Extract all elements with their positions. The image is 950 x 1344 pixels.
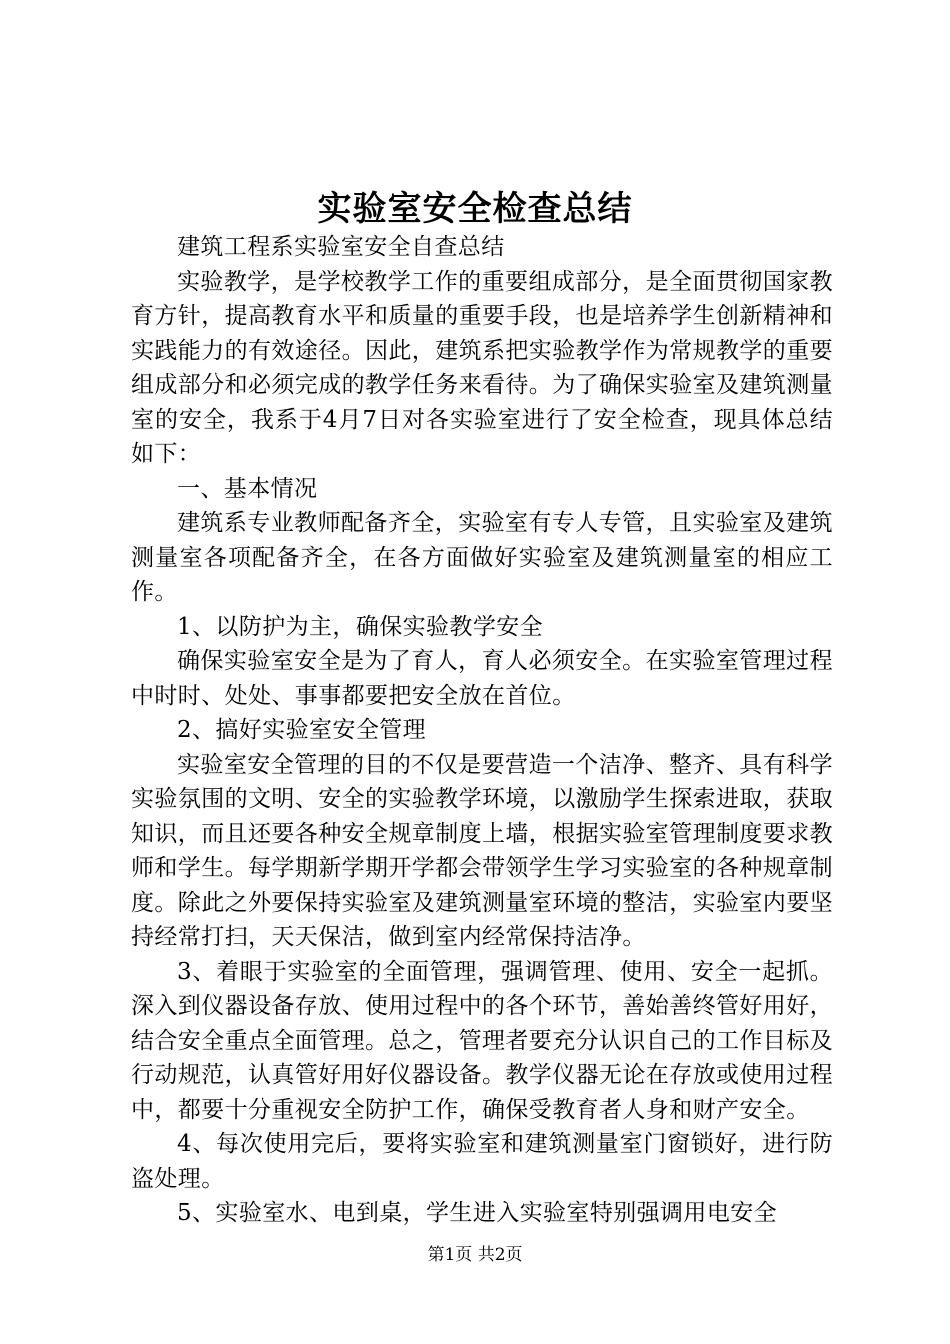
item-paragraph-1: 确保实验室安全是为了育人，育人必须安全。在实验室管理过程中时时、处处、事事都要把安全放在首位。 (131, 648, 833, 709)
item-heading-2: 2、搞好实验室安全管理 (177, 717, 427, 743)
item-paragraph-2: 实验室安全管理的目的不仅是要营造一个洁净、整齐、具有科学实验氛围的文明、安全的实验教学环境，以激励学生探索进取，获取知识，而且还要各种安全规章制度上墙，根据实验室管理制度要求教师和学生。每学期新学期开学都会带领学生学习实验室的各种规章制度。除此之外要保持实验室及建筑测量室环境的整洁，实验室内要坚持经常打扫，天天保洁，做到室内经常保持洁净。 (131, 751, 833, 950)
item-paragraph-3: 3、着眼于实验室的全面管理，强调管理、使用、安全一起抓。深入到仪器设备存放、使用过程中的各个环节，善始善终管好用好，结合安全重点全面管理。总之，管理者要充分认识自己的工作目标及行动规范，认真管好用好仪器设备。教学仪器无论在存放或使用过程中，都要十分重视安全防护工作，确保受教育者人身和财产安全。 (131, 958, 833, 1123)
page-number-footer: 第1页 共2页 (427, 1245, 523, 1265)
intro-paragraph: 实验教学，是学校教学工作的重要组成部分，是全面贯彻国家教育方针，提高教育水平和质量的重要手段，也是培养学生创新精神和实践能力的有效途径。因此，建筑系把实验教学作为常规教学的重要组成部分和必须完成的教学任务来看待。为了确保实验室及建筑测量室的安全，我系于4月7日对各实验室进行了安全检查，现具体总结如下： (131, 268, 833, 467)
document-body (131, 230, 833, 1231)
section-heading-basic: 一、基本情况 (177, 475, 318, 502)
document-title: 实验室安全检查总结 (317, 189, 633, 229)
subtitle-paragraph: 建筑工程系实验室安全自查总结 (177, 234, 505, 260)
item-heading-1: 1、以防护为主，确保实验教学安全 (177, 613, 544, 640)
item-paragraph-5: 5、实验室水、电到桌，学生进入实验室特别强调用电安全 (177, 1200, 778, 1226)
item-paragraph-4: 4、每次使用完后，要将实验室和建筑测量室门窗锁好，进行防盗处理。 (131, 1131, 833, 1192)
basic-paragraph: 建筑系专业教师配备齐全，实验室有专人专管，且实验室及建筑测量室各项配备齐全，在各方面做好实验室及建筑测量室的相应工作。 (131, 510, 833, 605)
